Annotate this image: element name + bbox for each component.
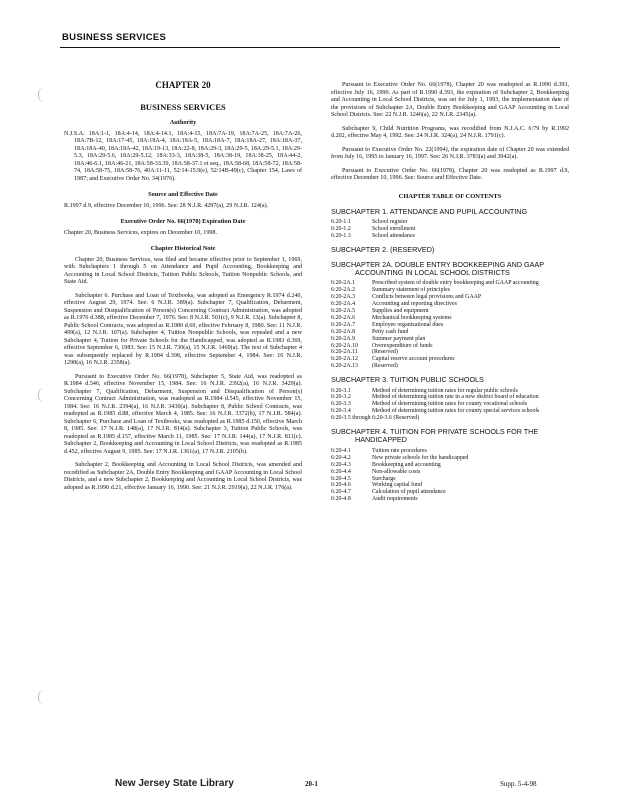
section-title: (Reserved) [372, 349, 398, 356]
toc-row[interactable] [331, 363, 569, 370]
toc-row[interactable] [331, 280, 569, 287]
section-number: 6:20-2A.10 [331, 342, 358, 349]
toc-row[interactable] [331, 233, 569, 240]
section-title: Method of determining tuition rates for county vocational schools [372, 401, 528, 408]
section-number: 6:20-4.5 [331, 475, 351, 482]
note-paragraph: Pursuant to Executive Order No. 22(1994), the expiration date of Chapter 20 was extended from July 16, 1995 to January 16, 1997. See: 26 N.J.R. 3783(a) and 3942(a). [331, 146, 569, 160]
section-number: 6:20-4.1 [331, 447, 351, 454]
note-paragraph: Pursuant to Executive Order No. 66(1978), Chapter 20 was readopted as R.1990 d.393, effective July 16, 1990. As part of R.1990 d.393, the expiration of Subchapter 2, Bookkeeping and Accounting in Local School Districts, was set for July 1, 1993, the implementation date of the provisions of Subchapter 2A, Double Entry Bookkeeping and GAAP Accounting in Local School Districts. See: 22 N.J.R. 1246(a), 22 N.J.R. 2345(a). [331, 82, 569, 118]
toc-row[interactable] [331, 496, 569, 503]
toc-row[interactable] [331, 356, 569, 363]
toc-row-reserved[interactable] [331, 415, 569, 422]
subchapter-3-heading: SUBCHAPTER 3. TUITION PUBLIC SCHOOLS [331, 375, 484, 385]
section-number: 6:20-2A.12 [331, 356, 358, 363]
toc-row[interactable] [331, 219, 569, 226]
eo-heading: Executive Order No. 66(1978) Expiration Date [120, 218, 246, 225]
section-title: Bookkeeping and accounting [372, 461, 441, 468]
chapter-number: CHAPTER 20 [155, 80, 211, 90]
section-number: 6:20-2A.6 [331, 314, 356, 321]
toc-row[interactable] [331, 489, 569, 496]
binding-mark [38, 88, 44, 102]
section-number: 6:20-2A.1 [331, 280, 356, 287]
section-title: Tuition rate procedures [372, 447, 427, 454]
historical-paragraph: Subchapter 6. Purchase and Loan of Textbooks, was adopted as Emergency R.1974 d.240, effective August 29, 1974. See: 6 N.J.R. 389(a). Subchapter 7, Qualification, Debarment, Suspension and Disqualification of Person(s) Concerning Contract Administration, was adopted as R.1976 d.388, effective December 7, 1976. See: 8 N.J.R. 501(c), 9 N.J.R. 13(a). Subchapter 8, Public School Contracts, was adopted as R.1980 d.69, effective February 8, 1980. See: 11 N.J.R. 499(a), 12 N.J.R. 107(a). Subchapter 4, Tuition Nonpublic Schools, was repealed and a new Subchapter 4, Tuition for Private Schools for the Handicapped, was adopted as R.1983 d.369, effective September 6, 1983. See: 15 N.J.R. 730(a), 15 N.J.R. 1469(a). The text of Subchapter 4 was subsequently replaced by R.1984 d.398, effective September 4, 1984. See: 16 N.J.R. 1298(a), 16 N.J.R. 2358(a). [64, 292, 302, 366]
source-heading: Source and Effective Date [148, 191, 218, 198]
toc-row[interactable] [331, 462, 569, 469]
toc-row[interactable] [331, 294, 569, 301]
subchapter-2-heading: SUBCHAPTER 2. (RESERVED) [331, 245, 435, 255]
historical-paragraph: Chapter 20, Business Services, was filed and became effective prior to September 1, 1969, with Subchapters 1 through 5 on Attendance and Pupil Accounting, Bookkeeping and Accounting in Local School Districts, Tuition Public Schools, Tuition Nonpublic Schools, and State Aid. [64, 256, 302, 285]
section-title: Surcharge [372, 475, 396, 482]
section-reserved: 6:20-3.5 through 6:20-3.6 (Reserved) [331, 415, 420, 422]
section-number: 6:20-1.1 [331, 219, 351, 226]
subchapter-1-heading: SUBCHAPTER 1. ATTENDANCE AND PUPIL ACCOUNTING [331, 207, 528, 216]
toc-heading: CHAPTER TABLE OF CONTENTS [398, 192, 502, 200]
toc-row[interactable] [331, 226, 569, 233]
section-number: 6:20-3.4 [331, 408, 351, 415]
section-title: Method of determining tuition rates for regular public schools [372, 387, 518, 394]
chapter-title: BUSINESS SERVICES [140, 101, 226, 112]
note-paragraph: Subchapter 9, Child Nutrition Programs, was recodified from N.J.A.C. 6:79 by R.1992 d.202, effective May 4, 1992. See: 24 N.J.R. 324(a), 24 N.J.R. 1791(c). [331, 125, 569, 139]
header-rule [60, 47, 560, 48]
section-title: Accounting and reporting directives [372, 301, 457, 308]
section-title: School attendance [372, 233, 416, 240]
section-title: Overexpenditure of funds [372, 342, 433, 349]
section-title: Method of determining tuition rates for county special services schools [372, 408, 540, 415]
section-number: 6:20-4.6 [331, 482, 351, 489]
historical-paragraph: Subchapter 2, Bookkeeping and Accounting in Local School Districts, was amended and recodified as Subchapter 2A, Double Entry Bookkeeping and GAAP Accounting in Local School Districts, and a new Subchapter 2, Bookkeeping and Accounting in Local School Districts, was adopted as R.1990 d.21, effective January 16, 1990. See: 21 N.J.R. 2919(a), 22 N.J.R. 176(a). [64, 462, 302, 491]
source-text: R.1997 d.9, effective December 10, 1996. See: 28 N.J.R. 4297(a), 29 N.J.R. 124(a). [64, 202, 269, 209]
toc-row[interactable] [331, 482, 569, 489]
subchapter-4-heading: SUBCHAPTER 4. TUITION FOR PRIVATE SCHOOLS FOR THE HANDICAPPED [331, 427, 539, 445]
binding-mark [38, 388, 44, 402]
section-title: Non-allowable costs [372, 468, 421, 475]
section-number: 6:20-2A.8 [331, 328, 356, 335]
toc-row[interactable] [331, 476, 569, 483]
section-title: Method of determining tuition rate in a new district board of education [372, 394, 539, 401]
section-number: 6:20-4.7 [331, 489, 351, 496]
section-number: 6:20-2A.7 [331, 321, 356, 328]
section-title: New private schools for the handicapped [372, 454, 469, 461]
section-title: Calculation of pupil attendance [372, 489, 446, 496]
toc-row[interactable] [331, 336, 569, 343]
section-number: 6:20-3.2 [331, 394, 351, 401]
section-title: Summer payment plan [372, 335, 426, 342]
toc-row[interactable] [331, 343, 569, 350]
section-number: 6:20-2A.11 [331, 349, 358, 356]
section-title: (Reserved) [372, 363, 398, 370]
section-title: Summary statement of principles [372, 287, 451, 294]
section-title: Conflicts between legal provisions and GAAP [372, 294, 482, 301]
historical-note-heading: Chapter Historical Note [150, 245, 216, 252]
section-number: 6:20-2A.2 [331, 287, 356, 294]
left-column [64, 82, 302, 498]
section-title: Mechanical bookkeeping systems [372, 314, 452, 321]
binding-mark [38, 690, 44, 704]
section-number: 6:20-2A.13 [331, 363, 358, 370]
toc-row[interactable] [331, 308, 569, 315]
section-number: 6:20-1.2 [331, 226, 351, 233]
section-number: 6:20-3.3 [331, 401, 351, 408]
running-header: BUSINESS SERVICES [62, 32, 167, 43]
eo-text: Chapter 20, Business Services, expires on December 10, 1998. [64, 229, 217, 236]
authority-heading: Authority [169, 119, 197, 126]
toc-row[interactable] [331, 469, 569, 476]
section-number: 6:20-1.3 [331, 233, 351, 240]
section-number: 6:20-4.3 [331, 461, 351, 468]
library-stamp: New Jersey State Library [115, 778, 234, 789]
section-number: 6:20-3.1 [331, 387, 351, 394]
section-number: 6:20-2A.9 [331, 335, 356, 342]
section-title: Petty cash fund [372, 328, 409, 335]
section-number: 6:20-2A.5 [331, 307, 356, 314]
section-title: Supplies and equipment [372, 307, 429, 314]
section-number: 6:20-4.8 [331, 496, 351, 503]
section-number: 6:20-4.4 [331, 468, 351, 475]
toc-row[interactable] [331, 455, 569, 462]
section-title: Working capital fund [372, 482, 422, 489]
authority-text: N.J.S.A. 18A:1-1, 18A:4-14, 18A:4-14.1, 18A:4-15, 18A:7A-19, 18A:7A-25, 18A:7A-26, 18A:7B-12, 18A:17-45, 18A:18A-4, 18A:18A-5, 18A:18A-7, 18A:18A-27, 18A:18A-37, 18A:18A-40, 18A:18A-42, 18A:19-13, 18A:22-8, 18A:29-3, 18A:29-5, 18A:29-5.1, 18A:29-5.3, 18A:29-5.6, 18A:29-5.12, 18A:33-3, 18A:38-5, 18A:38-19, 18A:38-25, 18A:44-2, 18A:46-6.1, 18A:46-21, 18A:58-33.39, 18A:58-37.1 et seq., 18A:58-68, 18A:58-72, 18A:58-74, 18A:58-75, 18A:58-76, 40A:11-11, 52:14-15.9(e), 52:14B-49(c), Chapter 154, Laws of 1987; and Executive Order No. 34(1976). [64, 130, 302, 182]
toc-row[interactable] [331, 329, 569, 336]
toc-row[interactable] [331, 322, 569, 329]
note-paragraph: Pursuant to Executive Order No. 66(1978), Chapter 20 was readopted as R.1997 d.9, effective December 10, 1996. See: Source and Effective Date. [331, 167, 569, 181]
section-title: Capital reserve account procedures [372, 356, 455, 363]
toc-row[interactable] [331, 448, 569, 455]
section-number: 6:20-4.2 [331, 454, 351, 461]
toc-row[interactable] [331, 349, 569, 356]
historical-paragraph: Pursuant to Executive Order No. 66(1978), Subchapter 5, State Aid, was readopted as R.1984 d.546, effective November 15, 1984. See: 16 N.J.R. 2392(a), 16 N.J.R. 3429(a). Subchapter 7, Qualification, Debarment, Suspension and Disqualification of Person(s) Concerning Contract Administration, was readopted as R.1984 d.545, effective November 15, 1984. See: 16 N.J.R. 2394(a), 16 N.J.R. 3430(a). Subchapter 8, Public School Contracts, was readopted as R.1985 d.88, effective March 4, 1985. See: 16 N.J.R. 3372(b), 17 N.J.R. 584(a). Subchapter 6, Purchase and Loan of Textbooks, was readopted as R.1985 d.150, effective March 8, 1985. See: 17 N.J.R. 148(a), 17 N.J.R. 814(a). Subchapter 3, Tuition Public Schools, was readopted as R.1985 d.157, effective March 11, 1985. See: 17 N.J.R. 144(a), 17 N.J.R. 811(c). Subchapter 2, Bookkeeping and Accounting in Local School Districts, was readopted as R.1985 d.452, effective August 9, 1985. See: 17 N.J.R. 1361(a), 17 N.J.R. 2105(b). [64, 373, 302, 455]
section-title: Prescribed system of double entry bookkeeping and GAAP accounting [372, 280, 539, 287]
toc-row[interactable] [331, 315, 569, 322]
section-title: Employee organizational dues [372, 321, 444, 328]
section-title: Audit requirements [372, 496, 418, 503]
section-number: 6:20-2A.3 [331, 294, 356, 301]
supplement-date: Supp. 5-4-98 [500, 780, 537, 788]
section-number: 6:20-2A.4 [331, 301, 356, 308]
subchapter-2a-heading: SUBCHAPTER 2A. DOUBLE ENTRY BOOKKEEPING AND GAAP ACCOUNTING IN LOCAL SCHOOL DISTRICTS [331, 259, 544, 277]
right-column [331, 82, 569, 503]
section-title: School enrollment [372, 226, 416, 233]
toc-row[interactable] [331, 301, 569, 308]
section-title: School register [372, 219, 408, 226]
page-number: 20-1 [305, 780, 318, 788]
